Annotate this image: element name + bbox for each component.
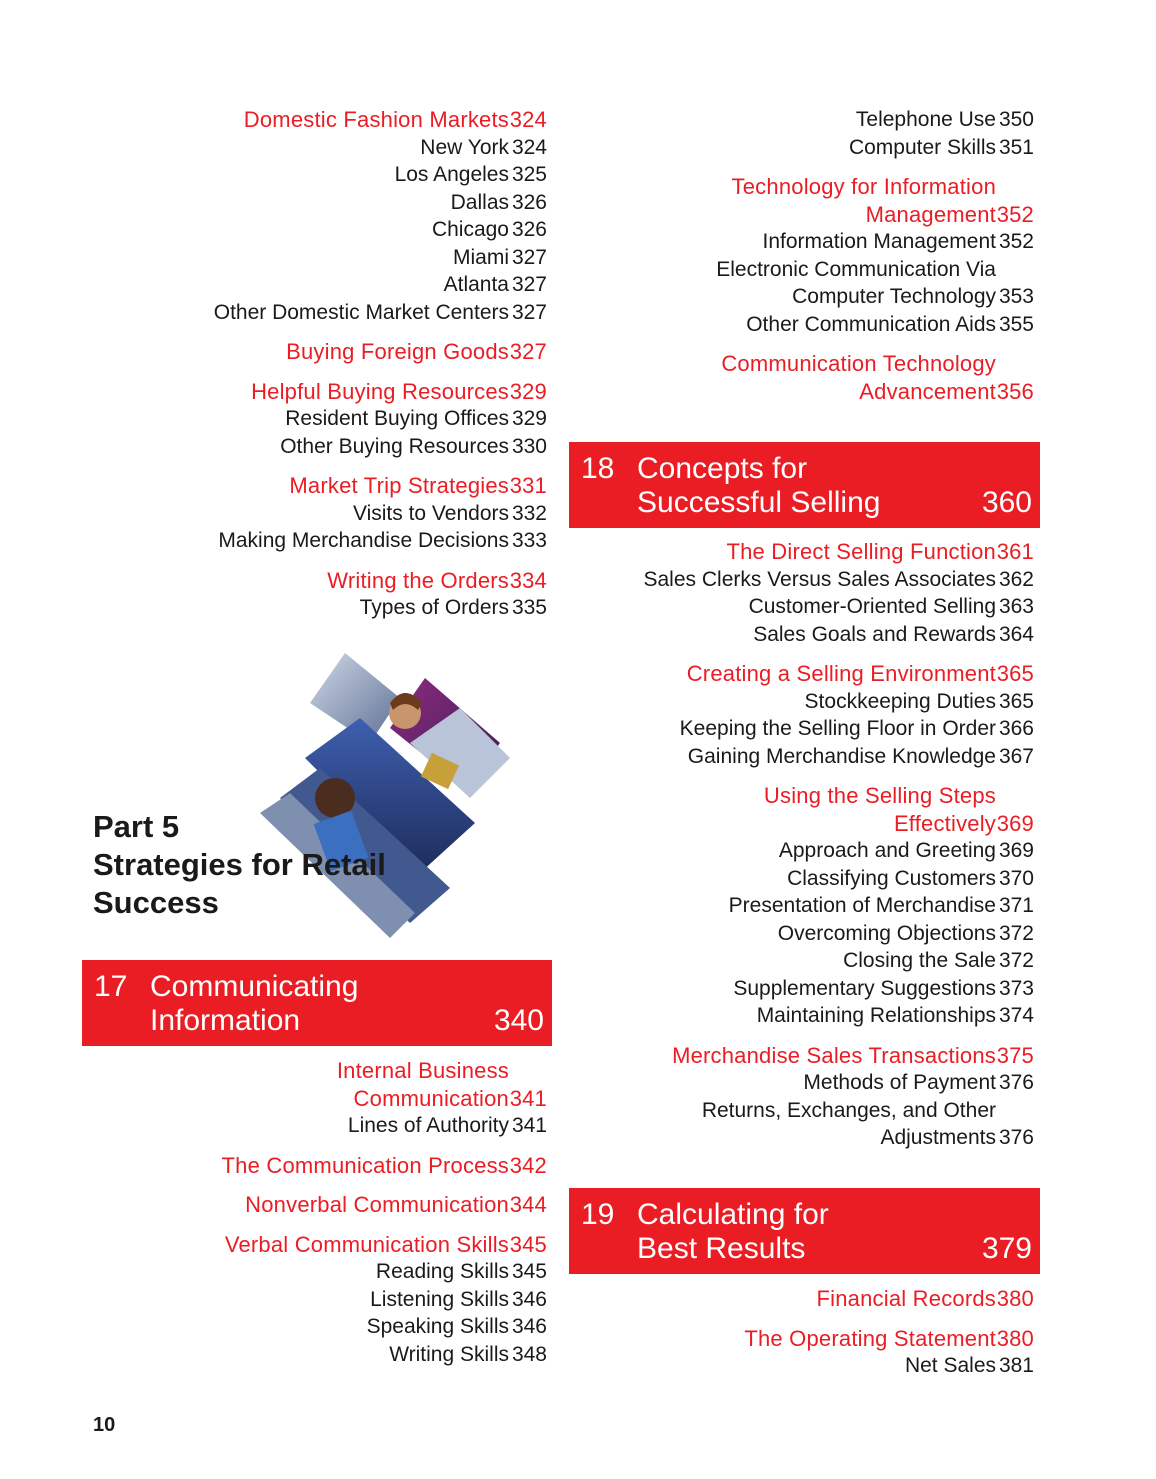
- chapter-18-heading[interactable]: [569, 442, 1040, 528]
- toc-entry-page: 364: [998, 622, 1034, 646]
- toc-subsection-entry[interactable]: [560, 228, 1034, 256]
- toc-entry-title: Advancement: [859, 378, 996, 404]
- toc-subsection-entry[interactable]: [100, 189, 547, 217]
- toc-entry-title: Types of Orders: [359, 596, 509, 619]
- toc-entry-page: 372: [998, 949, 1034, 972]
- toc-entry-title: Writing Skills: [389, 1342, 509, 1366]
- toc-section-entry[interactable]: [560, 810, 1034, 838]
- toc-subsection-entry[interactable]: [100, 433, 547, 461]
- toc-entry-page: 348: [511, 1342, 547, 1366]
- toc-entry-page: 329: [509, 378, 547, 404]
- toc-section-entry[interactable]: [100, 1085, 547, 1113]
- toc-subsection-entry[interactable]: [100, 527, 547, 555]
- toc-entry-page: 365: [998, 689, 1034, 713]
- toc-subsection-entry[interactable]: [560, 593, 1034, 621]
- toc-entry-page: 326: [511, 190, 547, 214]
- toc-entry-page: 356: [996, 378, 1034, 404]
- toc-entry-page: 352: [996, 201, 1034, 227]
- toc-subsection-entry[interactable]: [560, 920, 1034, 948]
- toc-subsection-entry[interactable]: [560, 283, 1034, 311]
- toc-subsection-entry[interactable]: [100, 1258, 547, 1286]
- toc-entry-title: The Direct Selling Function: [726, 539, 996, 564]
- toc-entry-page: 374: [998, 1004, 1034, 1027]
- toc-entry-title: Visits to Vendors: [352, 501, 509, 525]
- toc-entry-title: Methods of Payment: [803, 1071, 996, 1094]
- chapter-title-line: Communicating: [150, 970, 359, 1003]
- toc-subsection-entry[interactable]: [100, 405, 547, 433]
- part-title-line: Success: [93, 885, 219, 920]
- toc-entry-page: 327: [511, 273, 547, 296]
- toc-subsection-entry[interactable]: [560, 566, 1034, 594]
- toc-entry-title: Management: [865, 201, 996, 227]
- toc-entry-title: Financial Records: [816, 1286, 996, 1311]
- toc-subsection-entry[interactable]: [100, 500, 547, 528]
- toc-entry-page: 341: [511, 1114, 547, 1137]
- chapter-title-line: Information: [150, 1004, 301, 1037]
- toc-entry-page: 345: [509, 1231, 547, 1257]
- toc-entry-page: 370: [998, 866, 1034, 890]
- toc-entry-title: Los Angeles: [394, 163, 509, 186]
- toc-subsection-entry[interactable]: [560, 1124, 1034, 1152]
- chapter-number: 19: [581, 1198, 615, 1231]
- toc-subsection-entry[interactable]: [560, 621, 1034, 649]
- toc-section-entry[interactable]: [560, 378, 1034, 406]
- toc-entry-page: 353: [998, 285, 1034, 308]
- toc-entry-page: 350: [998, 108, 1034, 131]
- toc-entry-title: Sales Clerks Versus Sales Associates: [643, 567, 996, 591]
- toc-entry-page: 372: [998, 921, 1034, 945]
- toc-list-chapter17: [100, 1057, 547, 1368]
- toc-subsection-entry[interactable]: [560, 256, 1034, 284]
- toc-entry-title: Presentation of Merchandise: [728, 894, 996, 917]
- toc-section-entry[interactable]: [100, 472, 547, 500]
- toc-entry-title: Computer Technology: [792, 285, 996, 308]
- toc-entry-title: Stockkeeping Duties: [804, 689, 996, 713]
- chapter-page: 360: [981, 486, 1032, 519]
- part-title: [93, 808, 386, 922]
- toc-entry-page: 345: [511, 1260, 547, 1283]
- toc-entry-page: 333: [511, 529, 547, 552]
- toc-section-entry[interactable]: [560, 782, 1034, 810]
- toc-entry-title: Electronic Communication Via: [716, 257, 996, 281]
- toc-entry-page: 332: [511, 501, 547, 525]
- toc-subsection-entry[interactable]: [560, 743, 1034, 771]
- toc-entry-page: 326: [511, 218, 547, 241]
- toc-entry-title: Reading Skills: [375, 1260, 509, 1283]
- toc-entry-title: Telephone Use: [855, 108, 996, 131]
- chapter-17-heading[interactable]: [82, 960, 552, 1046]
- toc-subsection-entry[interactable]: [560, 1352, 1034, 1380]
- part-number: Part 5: [93, 809, 180, 844]
- toc-entry-title: Returns, Exchanges, and Other: [701, 1098, 996, 1122]
- toc-entry-title: Customer-Oriented Selling: [748, 595, 996, 618]
- toc-list-chapter18: [560, 538, 1034, 1152]
- toc-section-entry[interactable]: [100, 1191, 547, 1219]
- page-number: 10: [93, 1414, 116, 1436]
- toc-entry-title: Computer Skills: [848, 135, 996, 159]
- toc-entry-title: Verbal Communication Skills: [224, 1231, 509, 1257]
- toc-subsection-entry[interactable]: [560, 715, 1034, 743]
- toc-subsection-entry[interactable]: [560, 947, 1034, 975]
- toc-entry-title: Using the Selling Steps: [763, 783, 996, 808]
- toc-entry-title: Other Communication Aids: [746, 312, 996, 336]
- toc-entry-page: 335: [511, 596, 547, 619]
- toc-entry-title: Market Trip Strategies: [289, 473, 509, 498]
- toc-entry-title: Closing the Sale: [843, 949, 996, 972]
- toc-section-entry[interactable]: [560, 1285, 1034, 1313]
- toc-entry-page: 327: [509, 339, 547, 364]
- toc-entry-page: 327: [511, 245, 547, 269]
- toc-section-entry[interactable]: [560, 660, 1034, 688]
- toc-entry-page: 325: [511, 163, 547, 186]
- toc-entry-title: Merchandise Sales Transactions: [672, 1042, 996, 1068]
- toc-section-entry[interactable]: [100, 567, 547, 595]
- toc-subsection-entry[interactable]: [560, 1069, 1034, 1097]
- toc-entry-page: 380: [996, 1286, 1034, 1311]
- toc-entry-page: 327: [511, 300, 547, 324]
- toc-entry-title: Speaking Skills: [366, 1315, 509, 1338]
- toc-entry-title: Overcoming Objections: [777, 921, 996, 945]
- toc-subsection-entry[interactable]: [560, 1097, 1034, 1125]
- toc-list-chapter17-cont: [560, 106, 1034, 405]
- toc-entry-title: Adjustments: [880, 1126, 996, 1149]
- toc-entry-title: Supplementary Suggestions: [733, 976, 996, 1000]
- toc-entry-title: Resident Buying Offices: [285, 407, 509, 430]
- toc-section-entry[interactable]: [100, 1057, 547, 1085]
- toc-subsection-entry[interactable]: [100, 271, 547, 299]
- toc-entry-title: Listening Skills: [370, 1287, 509, 1311]
- toc-entry-title: Keeping the Selling Floor in Order: [679, 717, 996, 740]
- chapter-19-heading[interactable]: [569, 1188, 1040, 1274]
- toc-entry-title: Sales Goals and Rewards: [753, 622, 996, 646]
- toc-entry-title: Approach and Greeting: [778, 839, 996, 862]
- toc-section-entry[interactable]: [100, 106, 547, 134]
- toc-subsection-entry[interactable]: [100, 1341, 547, 1369]
- toc-section-entry[interactable]: [100, 338, 547, 366]
- toc-section-entry[interactable]: [560, 173, 1034, 201]
- toc-entry-page: 341: [509, 1085, 547, 1111]
- toc-entry-page: 373: [998, 976, 1034, 1000]
- toc-entry-title: Dallas: [450, 190, 509, 214]
- toc-entry-page: 362: [998, 567, 1034, 591]
- chapter-title-line: Successful Selling: [637, 486, 881, 519]
- toc-section-entry[interactable]: [100, 1152, 547, 1180]
- toc-subsection-entry[interactable]: [560, 892, 1034, 920]
- toc-entry-title: Internal Business: [336, 1058, 509, 1083]
- toc-entry-page: 330: [511, 434, 547, 458]
- toc-entry-page: 369: [998, 839, 1034, 862]
- toc-entry-page: 351: [998, 135, 1034, 159]
- toc-entry-title: Nonverbal Communication: [245, 1192, 509, 1217]
- chapter-number: 17: [94, 970, 128, 1003]
- toc-section-entry[interactable]: [560, 350, 1034, 378]
- toc-section-entry[interactable]: [100, 1231, 547, 1259]
- toc-subsection-entry[interactable]: [100, 1112, 547, 1140]
- toc-entry-title: Making Merchandise Decisions: [218, 529, 509, 552]
- toc-entry-title: Lines of Authority: [347, 1114, 509, 1137]
- toc-entry-title: The Communication Process: [221, 1152, 509, 1178]
- toc-entry-page: 334: [509, 567, 547, 593]
- toc-entry-title: Buying Foreign Goods: [286, 339, 509, 364]
- toc-entry-page: 346: [511, 1287, 547, 1311]
- toc-entry-page: 380: [996, 1325, 1034, 1351]
- toc-section-entry[interactable]: [560, 1325, 1034, 1353]
- toc-subsection-entry[interactable]: [100, 1313, 547, 1341]
- toc-entry-title: Gaining Merchandise Knowledge: [687, 744, 996, 768]
- toc-entry-page: 371: [998, 894, 1034, 917]
- toc-entry-page: 367: [998, 744, 1034, 768]
- toc-subsection-entry[interactable]: [560, 688, 1034, 716]
- toc-entry-title: Chicago: [431, 218, 509, 241]
- toc-entry-title: Information Management: [762, 230, 996, 253]
- toc-entry-title: New York: [420, 135, 509, 159]
- toc-entry-page: 352: [998, 230, 1034, 253]
- toc-subsection-entry[interactable]: [560, 106, 1034, 134]
- toc-entry-title: Communication Technology: [721, 351, 996, 376]
- chapter-title-line: Calculating for: [637, 1198, 829, 1231]
- toc-entry-title: Other Buying Resources: [280, 434, 509, 458]
- toc-entry-title: Effectively: [893, 810, 996, 836]
- toc-entry-title: Other Domestic Market Centers: [213, 300, 509, 324]
- toc-entry-page: 329: [511, 407, 547, 430]
- chapter-page: 379: [981, 1232, 1032, 1265]
- toc-entry-page: 376: [998, 1126, 1034, 1149]
- toc-entry-page: 376: [998, 1071, 1034, 1094]
- toc-entry-title: The Operating Statement: [744, 1325, 996, 1351]
- toc-subsection-entry[interactable]: [100, 244, 547, 272]
- toc-entry-page: 346: [511, 1315, 547, 1338]
- toc-entry-title: Helpful Buying Resources: [251, 378, 509, 404]
- toc-section-entry[interactable]: [100, 378, 547, 406]
- chapter-title-line: Concepts for: [637, 452, 808, 485]
- toc-subsection-entry[interactable]: [100, 299, 547, 327]
- toc-entry-title: Technology for Information: [731, 174, 996, 199]
- toc-entry-title: Domestic Fashion Markets: [243, 107, 509, 132]
- toc-entry-title: Communication: [353, 1085, 509, 1111]
- toc-subsection-entry[interactable]: [100, 594, 547, 622]
- toc-entry-page: 344: [509, 1192, 547, 1217]
- chapter-page: 340: [493, 1004, 544, 1037]
- toc-entry-page: 365: [996, 661, 1034, 686]
- toc-subsection-entry[interactable]: [560, 865, 1034, 893]
- toc-entry-page: 331: [509, 473, 547, 498]
- toc-list-chapter16-cont: [100, 106, 547, 622]
- toc-section-entry[interactable]: [560, 1042, 1034, 1070]
- toc-section-entry[interactable]: [560, 538, 1034, 566]
- toc-subsection-entry[interactable]: [100, 161, 547, 189]
- toc-entry-title: Classifying Customers: [787, 866, 996, 890]
- toc-entry-page: 363: [998, 595, 1034, 618]
- toc-subsection-entry[interactable]: [560, 311, 1034, 339]
- part-title-line: Strategies for Retail: [93, 847, 386, 882]
- toc-entry-page: 324: [509, 107, 547, 132]
- toc-entry-title: Net Sales: [904, 1354, 996, 1377]
- toc-subsection-entry[interactable]: [560, 975, 1034, 1003]
- toc-entry-page: 366: [998, 717, 1034, 740]
- chapter-title-line: Best Results: [637, 1232, 806, 1265]
- toc-entry-page: 324: [511, 135, 547, 159]
- toc-subsection-entry[interactable]: [560, 1002, 1034, 1030]
- toc-subsection-entry[interactable]: [100, 1286, 547, 1314]
- toc-entry-title: Writing the Orders: [327, 567, 509, 593]
- toc-entry-page: 355: [998, 312, 1034, 336]
- toc-subsection-entry[interactable]: [100, 134, 547, 162]
- toc-subsection-entry[interactable]: [560, 134, 1034, 162]
- toc-entry-page: 342: [509, 1152, 547, 1178]
- toc-subsection-entry[interactable]: [100, 216, 547, 244]
- toc-entry-title: Creating a Selling Environment: [686, 661, 996, 686]
- toc-list-chapter19: [560, 1285, 1034, 1380]
- toc-subsection-entry[interactable]: [560, 837, 1034, 865]
- toc-entry-page: 381: [998, 1354, 1034, 1377]
- toc-entry-page: 375: [996, 1042, 1034, 1068]
- toc-section-entry[interactable]: [560, 201, 1034, 229]
- toc-entry-title: Maintaining Relationships: [756, 1004, 996, 1027]
- toc-entry-title: Atlanta: [443, 273, 509, 296]
- toc-entry-page: 369: [996, 810, 1034, 836]
- toc-entry-title: Miami: [453, 245, 509, 269]
- chapter-number: 18: [581, 452, 615, 485]
- toc-entry-page: 361: [996, 539, 1034, 564]
